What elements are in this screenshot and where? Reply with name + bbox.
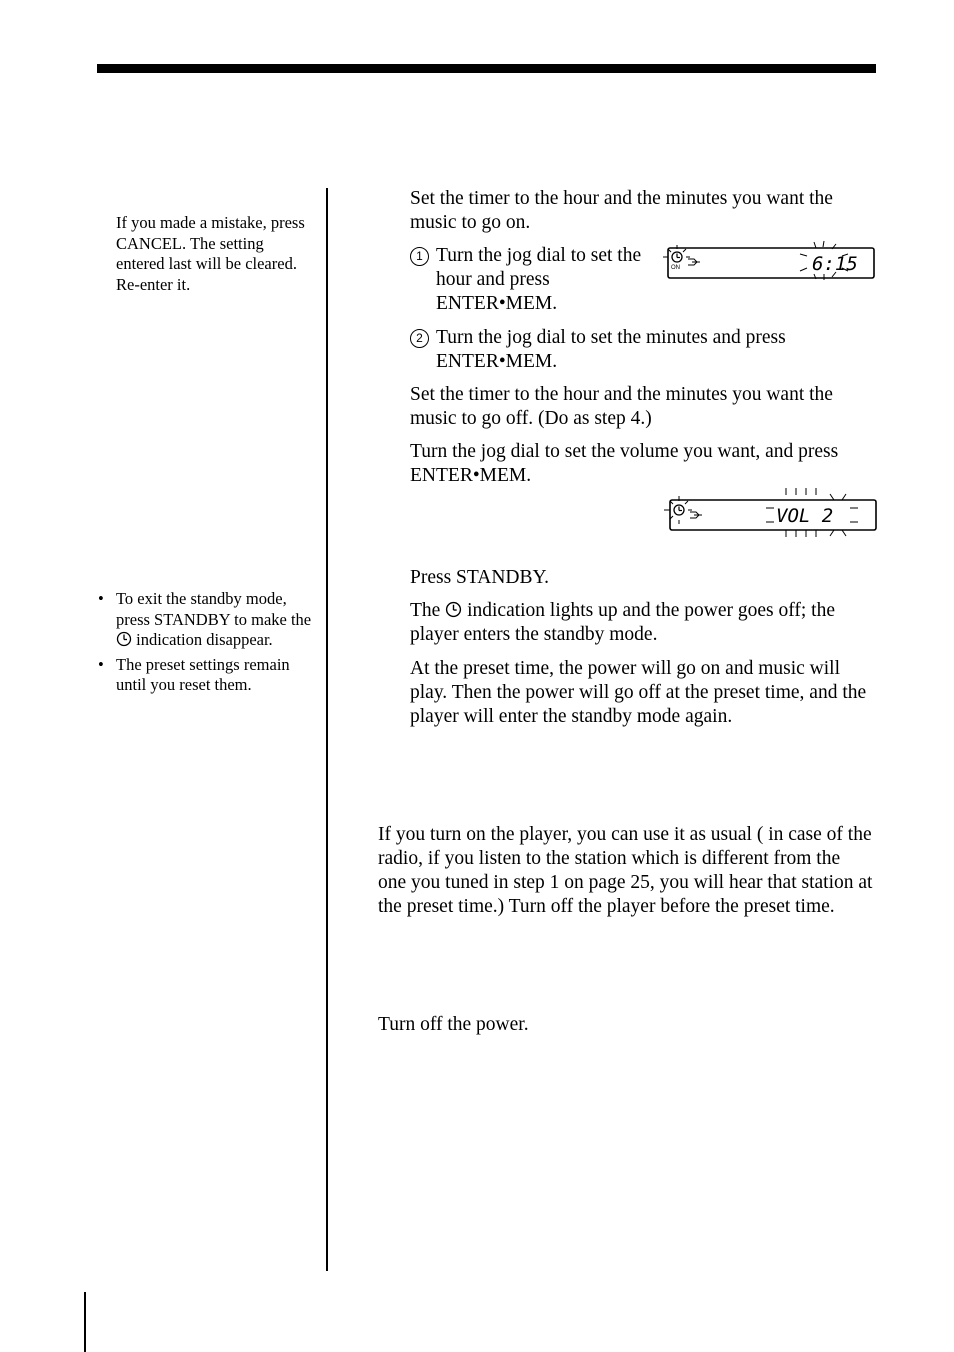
step-timer-off	[410, 383, 880, 431]
preset-playback	[410, 657, 880, 729]
lcd-volume-readout: VOL 2	[776, 505, 834, 527]
standby-rest: indication lights up and the power goes off; the player enters the standby mode.	[410, 600, 835, 645]
timer-clock-icon	[445, 601, 462, 618]
header-rule	[97, 64, 876, 73]
lcd-display-volume	[660, 486, 880, 540]
substep-number-1: 1	[410, 247, 429, 266]
bullet-dot: •	[98, 654, 104, 674]
step-volume	[410, 440, 880, 488]
substep-number-2: 2	[410, 329, 429, 348]
lcd-display-time	[660, 238, 878, 282]
section-use-as-usual-text: If you turn on the player, you can use it as usual ( in case of the radio, if you listen to the station which is different from the one you tuned in step 1 on page 25, you will hear that station at the preset time.) Turn off the player before the preset time.	[378, 824, 873, 917]
step-standby	[410, 566, 880, 590]
bullet-dot: •	[98, 589, 104, 608]
lcd-time-readout: 6:15	[812, 253, 858, 275]
substep-minutes	[410, 326, 880, 374]
standby-the: The	[410, 600, 441, 621]
lcd-on-label: ON	[671, 265, 680, 271]
side-note	[116, 213, 311, 295]
side-bullet-text: The preset settings remain until you reset them.	[116, 654, 290, 694]
step-timer-on	[410, 187, 880, 235]
side-bullet-text-b: indication disappear.	[136, 630, 273, 649]
side-bullet-item	[96, 655, 321, 696]
side-bullet-item	[96, 589, 321, 651]
timer-clock-icon	[116, 631, 132, 647]
section-turn-off	[378, 1013, 873, 1037]
substep-hour	[410, 244, 655, 316]
page-corner-mark	[84, 1292, 86, 1352]
step-timer-on-text: Set the timer to the hour and the minutes you want the music to go on.	[410, 188, 833, 233]
standby-explanation-text	[410, 599, 880, 647]
column-divider	[326, 188, 328, 1271]
side-bullet-text-a: To exit the standby mode, press STANDBY to make the	[116, 589, 312, 629]
standby-explanation	[410, 599, 880, 647]
section-turn-off-text: Turn off the power.	[378, 1014, 529, 1035]
substep-minutes-text: Turn the jog dial to set the minutes and press ENTER•MEM.	[436, 327, 786, 372]
substep-hour-text: Turn the jog dial to set the hour and press ENTER•MEM.	[436, 245, 642, 314]
section-use-as-usual	[378, 823, 873, 919]
side-bullet-list	[96, 589, 321, 700]
step-timer-off-text: Set the timer to the hour and the minutes you want the music to go off. (Do as step 4.)	[410, 384, 833, 429]
step-standby-text: Press STANDBY.	[410, 567, 549, 588]
preset-playback-text: At the preset time, the power will go on and music will play. Then the power will go off at the preset time, and the player will enter the standby mode again.	[410, 658, 867, 727]
side-note-text: If you made a mistake, press CANCEL. The setting entered last will be cleared. Re-enter it.	[116, 213, 305, 294]
step-volume-text: Turn the jog dial to set the volume you want, and press ENTER•MEM.	[410, 441, 839, 486]
